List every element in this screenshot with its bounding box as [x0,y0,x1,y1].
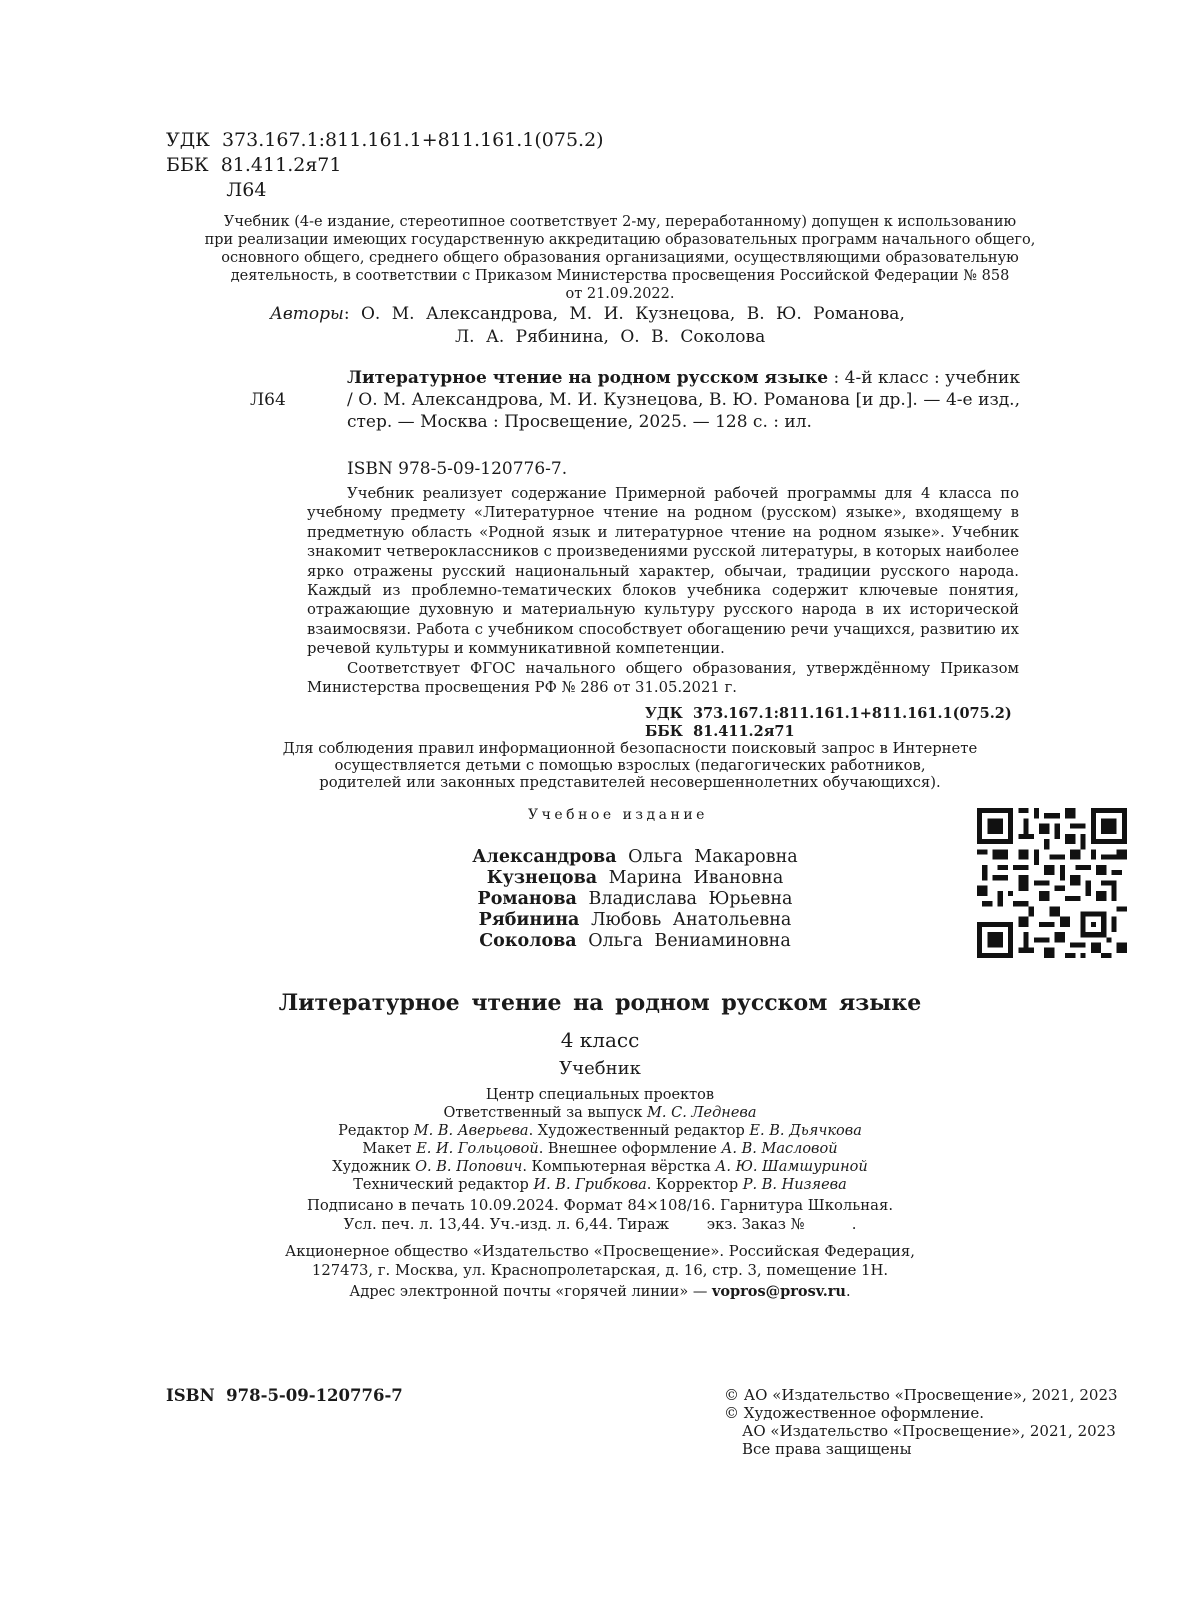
authors-line-1: : О. М. Александрова, М. И. Кузнецова, В. Ю. Романова, [343,304,905,324]
author-surname: Соколова [479,931,577,951]
annotation-paragraph: Соответствует ФГОС начального общего образования, утверждённому Приказом Министерства просвещения РФ № 286 от 31.05.2021 г. [307,659,1019,697]
credit-person: Р. В. Низяева [742,1177,847,1193]
print-info [0,1196,1200,1234]
approval-line: основного общего, среднего общего образования организациями, осуществляющими образовательную [221,250,1019,266]
author-name [400,868,870,889]
publisher-line: Акционерное общество «Издательство «Просвещение». Российская Федерация, [285,1243,915,1260]
author-surname: Рябинина [478,910,580,930]
author-surname: Александрова [472,847,617,867]
credit-person: А. Ю. Шамшуриной [715,1159,868,1175]
credits-line [0,1140,1200,1158]
book-title: Литературное чтение на родном русском языке [278,990,922,1016]
bbk-code: ББК 81.411.2я71 [166,154,342,176]
authors-block [270,303,1030,349]
notice-line: родителей или законных представителей несовершеннолетних обучающихся). [319,774,941,791]
approval-line: от 21.09.2022. [565,286,675,302]
credit-person: Е. И. Гольцовой [416,1141,539,1157]
credit-role: Художник [332,1159,416,1175]
email-end: . [845,1284,851,1300]
hotline-email [0,1283,1200,1300]
author-given-name: Любовь Анатольевна [590,910,792,930]
safety-notice [240,740,1020,791]
credit-role: Редактор [338,1123,414,1139]
author-name [400,889,870,910]
copyright-line: АО «Издательство «Просвещение», 2021, 2023 [742,1422,1116,1440]
annotation-paragraph: Учебник реализует содержание Примерной рабочей программы для 4 класса по учебному предмету «Литературное чтение на родном (русском) языке», входящему в предметную область «Родной язык и литературное чтение на родном языке». Учебник знакомит четвероклассников с произведениями русской литературы, в которых наиболее ярко отражены русский национальный характер, обычаи, традиции русского народа. Каждый из проблемно-тематических блоков учебника содержит ключевые понятия, отражающие духовную и материальную культуру русского народа в их исторической взаимосвязи. Работа с учебником способствует обогащению речи учащихся, развитию их речевой культуры и коммуникативной компетенции. [307,485,1019,658]
publisher-line: 127473, г. Москва, ул. Краснопролетарская, д. 16, стр. 3, помещение 1Н. [311,1262,889,1279]
edition-type: Учебное издание [528,807,708,823]
book-kind: Учебник [559,1058,641,1079]
approval-text [170,213,1070,303]
credits-line [0,1122,1200,1140]
udk-code-right: УДК 373.167.1:811.161.1+811.161.1(075.2) [645,705,1012,722]
credit-role: . Корректор [646,1177,743,1193]
authors-label: Авторы [270,304,344,324]
credit-person: М. С. Леднева [647,1105,757,1121]
credit-person: Е. В. Дьячкова [749,1123,862,1139]
author-given-name: Владислава Юрьевна [588,889,793,909]
author-given-name: Марина Ивановна [608,868,784,888]
email-address[interactable]: vopros@prosv.ru [711,1283,846,1300]
author-name [400,910,870,931]
credits-line [0,1104,1200,1122]
print-line: Подписано в печать 10.09.2024. Формат 84×108/16. Гарнитура Школьная. [306,1197,894,1214]
biblio-title: Литературное чтение на родном русском языке [347,368,829,388]
qr-code-icon [977,808,1127,958]
isbn-bottom: ISBN 978-5-09-120776-7 [166,1386,403,1405]
credit-person: И. В. Грибкова [533,1177,647,1193]
credit-person: О. В. Попович [415,1159,523,1175]
author-surname: Романова [477,889,577,909]
author-given-name: Ольга Вениаминовна [588,931,791,951]
credits-line [0,1176,1200,1194]
credits-line [0,1158,1200,1176]
publisher-info [0,1242,1200,1280]
credit-role: . Компьютерная вёрстка [522,1159,716,1175]
credit-role: Макет [362,1141,417,1157]
biblio-code: Л64 [250,390,286,410]
credit-role: . Внешнее оформление [538,1141,722,1157]
authors-full-names [400,847,870,952]
authors-line-2: Л. А. Рябинина, О. В. Соколова [455,327,766,347]
print-line: Усл. печ. л. 13,44. Уч.-изд. л. 6,44. Тираж экз. Заказ № . [343,1216,857,1233]
credits-center: Центр специальных проектов [485,1087,715,1103]
notice-line: Для соблюдения правил информационной безопасности поисковый запрос в Интернете [282,740,978,757]
copyright-line: © АО «Издательство «Просвещение», 2021, 2023 [724,1386,1118,1404]
copyright-line: Все права защищены [742,1440,912,1458]
approval-line: Учебник (4-е издание, стереотипное соответствует 2-му, переработанному) допущен к использованию [223,214,1017,230]
copyright-block [724,1386,1118,1458]
credit-role: Ответственный за выпуск [443,1105,648,1121]
author-surname: Кузнецова [486,868,598,888]
annotation [307,484,1019,697]
credit-role: Технический редактор [353,1177,534,1193]
approval-line: деятельность, в соответствии с Приказом Министерства просвещения Российской Федерации № 858 [230,268,1010,284]
notice-line: осуществляется детьми с помощью взрослых (педагогических работников, [334,757,926,774]
grade-label: 4 класс [560,1028,640,1052]
author-name [400,847,870,868]
credit-person: А. В. Масловой [721,1141,838,1157]
udk-bbk-right [645,705,1012,741]
bibliographic-record [250,367,1020,433]
credit-role: . Художественный редактор [528,1123,750,1139]
biblio-description: : 4-й класс : учебник / О. М. Александрова, М. И. Кузнецова, В. Ю. Романова [и др.]. — 4-е изд., стер. — Москва : Просвещение, 2025. — 128 с. : ил. [347,368,1020,432]
author-mark: Л64 [166,179,267,201]
credits-block [0,1086,1200,1194]
copyright-line: © Художественное оформление. [724,1404,985,1422]
bbk-code-right: ББК 81.411.2я71 [645,723,795,740]
approval-line: при реализации имеющих государственную аккредитацию образовательных программ начального общего, [204,232,1036,248]
author-name [400,931,870,952]
email-label: Адрес электронной почты «горячей линии» — [349,1284,712,1300]
udk-code: УДК 373.167.1:811.161.1+811.161.1(075.2) [166,129,604,151]
credit-person: М. В. Аверьева [413,1123,529,1139]
udk-bbk-block [166,128,604,203]
author-given-name: Ольга Макаровна [628,847,798,867]
isbn-line: ISBN 978-5-09-120776-7. [347,459,568,479]
